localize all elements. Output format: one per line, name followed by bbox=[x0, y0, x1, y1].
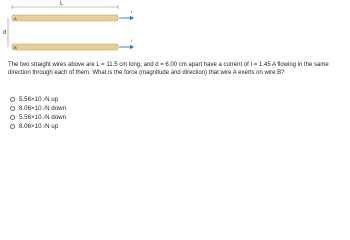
wire-b-label: B bbox=[14, 45, 17, 50]
answer-option[interactable]: 5.56×10 -7 N up bbox=[10, 95, 210, 104]
current-label-b: I bbox=[131, 38, 133, 43]
wire-a-label: A bbox=[14, 16, 17, 21]
separation-label: d bbox=[3, 30, 7, 36]
length-label: L bbox=[60, 1, 64, 7]
radio-button[interactable] bbox=[10, 124, 15, 129]
option-suffix: N up bbox=[45, 123, 59, 130]
option-suffix: N down bbox=[45, 114, 67, 121]
answer-option[interactable]: 8.06×10 -7 N down bbox=[10, 104, 210, 113]
question-text: The two straight wires above are L = 11.5 cm long, and d = 6.00 cm apart have a current of I = 1.45 A flowing in the same direction through each of them. What is the force (magnitude and direction) that wire A exerts on wire B? bbox=[8, 62, 329, 76]
radio-button[interactable] bbox=[10, 106, 15, 111]
wire-a bbox=[12, 15, 118, 21]
answer-option[interactable]: 5.56×10 -7 N down bbox=[10, 113, 210, 122]
option-mantissa: 5.56×10 bbox=[19, 96, 42, 103]
answer-option[interactable]: 8.06×10 -7 N up bbox=[10, 122, 210, 131]
option-mantissa: 8.06×10 bbox=[19, 123, 42, 130]
wire-b bbox=[12, 44, 118, 50]
option-suffix: N down bbox=[45, 105, 67, 112]
radio-button[interactable] bbox=[10, 115, 15, 120]
option-mantissa: 5.56×10 bbox=[19, 114, 42, 121]
arrowhead-b-icon bbox=[130, 45, 134, 49]
two-wires-diagram bbox=[0, 0, 350, 60]
arrowhead-a-icon bbox=[130, 16, 134, 20]
answer-options bbox=[10, 95, 210, 131]
radio-button[interactable] bbox=[10, 97, 15, 102]
option-mantissa: 8.06×10 bbox=[19, 105, 42, 112]
current-label-a: I bbox=[131, 9, 133, 14]
option-suffix: N up bbox=[45, 96, 59, 103]
